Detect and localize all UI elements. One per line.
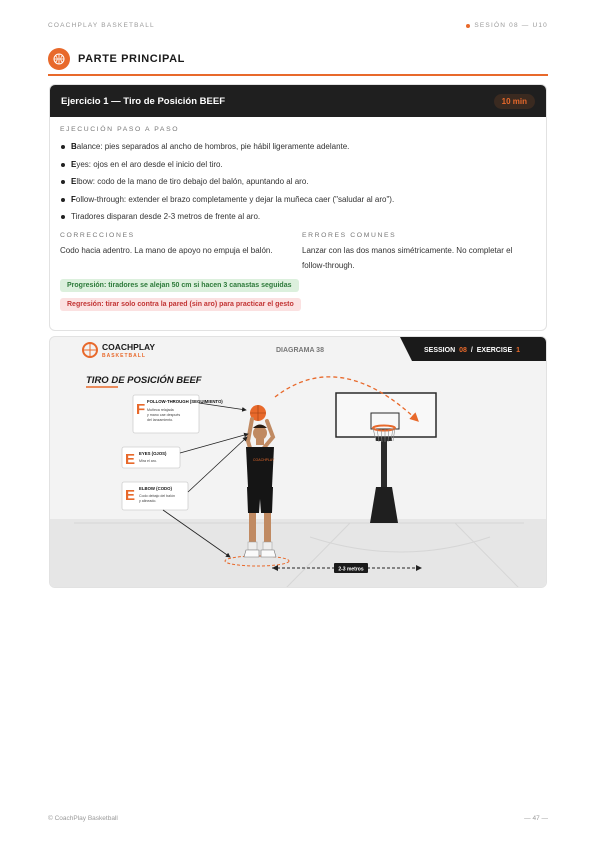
court-floor bbox=[50, 519, 547, 588]
duration-badge: 10 min bbox=[494, 94, 535, 109]
diagram-brand-sub: BASKETBALL bbox=[102, 353, 146, 359]
corrections-text: Codo hacia adentro. La mano de apoyo no empuja el balón. bbox=[60, 245, 273, 255]
callout-title: EYES (OJOS) bbox=[139, 451, 167, 456]
exercise-card-header bbox=[50, 85, 546, 117]
callout-title: FOLLOW-THROUGH (SEGUIMIENTO) bbox=[147, 399, 223, 404]
copyright: © CoachPlay Basketball bbox=[48, 815, 118, 822]
session-label: SESIÓN 08 — U10 bbox=[466, 22, 548, 29]
callout-title: ELBOW (CODO) bbox=[139, 486, 172, 491]
diagram-illustration bbox=[50, 337, 547, 588]
step-item: Tiradores disparan desde 2-3 metros de frente al aro. bbox=[60, 208, 536, 226]
corrections-block bbox=[60, 232, 294, 273]
step-item: Follow-through: extender el brazo completamente y dejar la muñeca caer ("saludar al aro"). bbox=[60, 191, 536, 209]
exercise-card bbox=[49, 84, 547, 331]
callout-letter: E bbox=[125, 451, 136, 468]
callout-eyes bbox=[122, 434, 248, 468]
callout-line: Codo debajo del balón bbox=[139, 494, 175, 498]
page-header bbox=[48, 22, 548, 29]
callout-letter: F bbox=[136, 401, 146, 418]
diagram-brand: COACHPLAY bbox=[102, 342, 156, 352]
banner-sep: / bbox=[470, 347, 473, 354]
steps-label: EJECUCIÓN PASO A PASO bbox=[60, 126, 180, 133]
errors-label: ERRORES COMUNES bbox=[302, 231, 397, 239]
callout-letter: E bbox=[125, 487, 136, 504]
corrections-label: CORRECCIONES bbox=[60, 231, 135, 239]
callout-line: Muñeca relajada bbox=[147, 408, 174, 412]
progression-tag: Progresión: tiradores se alejan 50 cm si hacen 3 canastas seguidas bbox=[60, 279, 299, 292]
distance-label: 2-3 metros bbox=[338, 566, 364, 573]
regression-tag: Regresión: tirar solo contra la pared (sin aro) para practicar el gesto bbox=[60, 298, 301, 311]
page-number: — 47 — bbox=[524, 815, 548, 822]
errors-text: Lanzar con las dos manos simétricamente. No completar el follow-through. bbox=[302, 245, 513, 270]
banner-session-num: 08 bbox=[459, 347, 467, 354]
step-item: Elbow: codo de la mano de tiro debajo del balón, apuntando al aro. bbox=[60, 173, 536, 191]
callout-line: y mano cae después bbox=[147, 413, 181, 417]
steps-list bbox=[60, 138, 536, 226]
basket-stand bbox=[336, 393, 436, 523]
diagram-logo bbox=[83, 342, 155, 359]
step-item: Balance: pies separados al ancho de hombros, pie hábil ligeramente adelante. bbox=[60, 138, 536, 156]
errors-block bbox=[302, 232, 536, 273]
jersey-text: COACHPLAY bbox=[253, 458, 275, 462]
section-title: PARTE PRINCIPAL bbox=[78, 53, 185, 65]
callout-line: y alineado. bbox=[139, 499, 157, 503]
callout-line: Mira el aro. bbox=[139, 459, 157, 463]
banner-exercise-num: 1 bbox=[516, 347, 520, 354]
diagram-number: DIAGRAMA 38 bbox=[276, 347, 324, 354]
page-footer bbox=[48, 815, 548, 822]
callout-follow-through bbox=[133, 395, 246, 433]
svg-text:SESSION 08 / bbox=[424, 347, 520, 354]
accent-dot-icon bbox=[466, 24, 470, 28]
banner-session-word: SESSION bbox=[424, 347, 456, 354]
diagram-title: TIRO DE POSICIÓN BEEF bbox=[86, 375, 202, 386]
brand-label: COACHPLAY BASKETBALL bbox=[48, 22, 155, 29]
callout-line: del lanzamiento. bbox=[147, 418, 174, 422]
step-item: Eyes: ojos en el aro desde el inicio del tiro. bbox=[60, 156, 536, 174]
banner-exercise-word: EXERCISE bbox=[476, 347, 513, 354]
exercise-title: Ejercicio 1 — Tiro de Posición BEEF bbox=[61, 95, 226, 107]
section-heading bbox=[48, 48, 548, 76]
diagram-panel bbox=[49, 336, 547, 588]
basketball-icon bbox=[48, 48, 70, 70]
